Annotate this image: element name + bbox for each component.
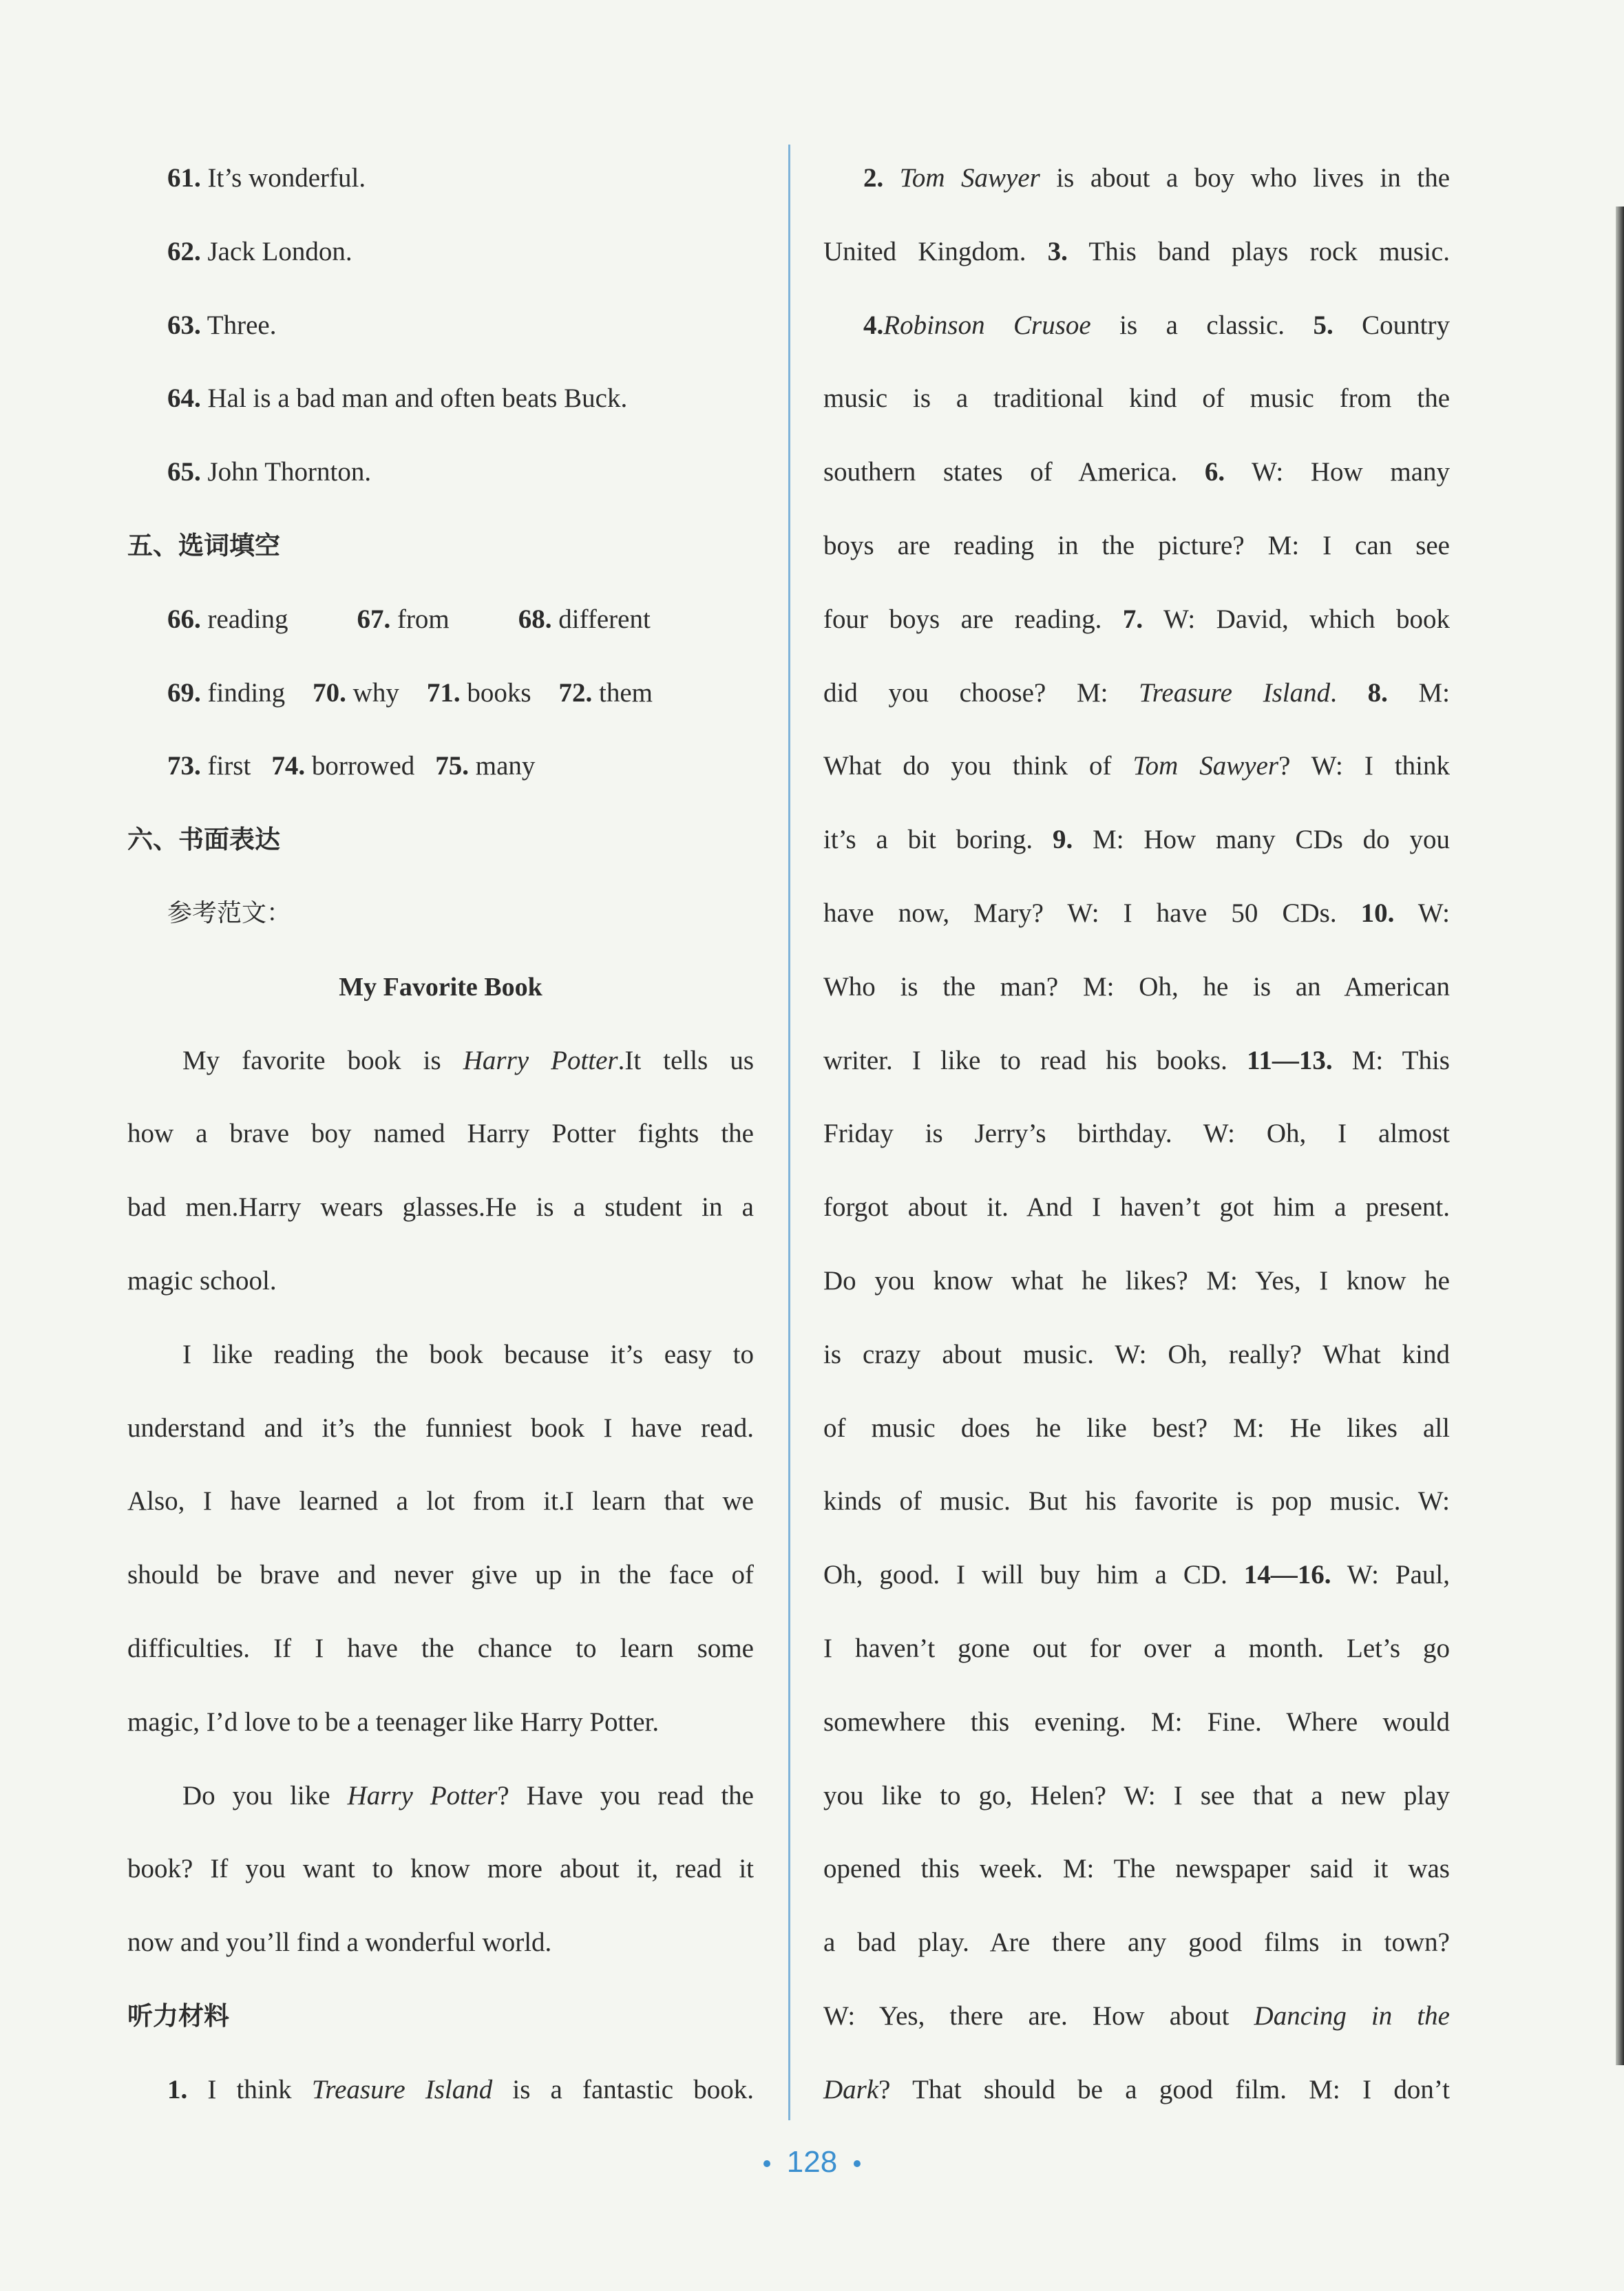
- item-number: 67.: [357, 604, 391, 634]
- essay-line: Do you like Harry Potter? Have you read the: [182, 1780, 754, 1810]
- item-word: finding: [200, 677, 286, 708]
- listening-line: four boys are reading. 7. W: David, which book: [823, 604, 1450, 634]
- listening-line: I haven’t gone out for over a month. Let’s go: [823, 1633, 1450, 1663]
- listening-line: opened this week. M: The newspaper said it was: [823, 1854, 1450, 1884]
- listening-line: of music does he like best? M: He likes all: [823, 1413, 1450, 1443]
- section-heading: 五、选词填空: [127, 530, 280, 560]
- item-number: 71.: [426, 677, 461, 708]
- word-fill-row: [127, 591, 754, 665]
- bullet-dot-left: [763, 2160, 770, 2167]
- answer-line: [127, 444, 754, 518]
- listening-line: Who is the man? M: Oh, he is an American: [823, 971, 1450, 1002]
- listening-text: is a fantastic book.: [492, 2074, 754, 2104]
- listening-line: did you choose? M: Treasure Island. 8. M:: [823, 677, 1451, 708]
- listening-line: Do you know what he likes? M: Yes, I know he: [823, 1265, 1450, 1296]
- sample-label: 参考范文：: [167, 898, 292, 927]
- word-fill-item: [271, 738, 414, 812]
- bullet-dot-right: [854, 2160, 861, 2167]
- item-number: 73.: [167, 751, 201, 781]
- answer-number: 63.: [167, 310, 201, 340]
- section-heading: 六、书面表达: [127, 825, 280, 855]
- listening-line: a bad play. Are there any good films in town?: [823, 1928, 1450, 1958]
- answer-text: John Thornton.: [200, 457, 372, 487]
- listening-line: boys are reading in the picture? M: I can see: [823, 530, 1450, 560]
- essay-line: now and you’ll find a wonderful world.: [127, 1928, 552, 1958]
- word-fill-item: [167, 665, 285, 739]
- essay-line: Also, I have learned a lot from it.I learn that we: [127, 1486, 754, 1517]
- answer-text: Three.: [200, 310, 277, 340]
- answer-number: 65.: [167, 457, 201, 487]
- listening-line: kinds of music. But his favorite is pop music. W:: [823, 1486, 1450, 1517]
- listening-line: Friday is Jerry’s birthday. W: Oh, I almost: [823, 1119, 1450, 1149]
- answer-number: 64.: [167, 383, 201, 414]
- word-fill-row: [127, 738, 754, 812]
- answer-number: 62.: [167, 236, 201, 266]
- page-number: 128: [0, 2145, 1624, 2179]
- listening-line: have now, Mary? W: I have 50 CDs. 10. W:: [823, 898, 1450, 928]
- listening-line: Dark? That should be a good film. M: I don’t: [823, 2074, 1450, 2104]
- word-fill-item: [435, 738, 535, 812]
- item-number: 68.: [518, 604, 552, 634]
- item-word: them: [592, 677, 653, 708]
- word-fill-item: [427, 665, 531, 739]
- listening-line: What do you think of Tom Sawyer? W: I think: [823, 751, 1450, 781]
- item-word: books: [460, 677, 531, 708]
- left-column: [127, 150, 754, 2135]
- word-fill-item: [313, 665, 399, 739]
- listening-line: somewhere this evening. M: Fine. Where would: [823, 1707, 1450, 1737]
- item-word: different: [551, 604, 651, 634]
- essay-line: My favorite book is Harry Potter.It tells us: [182, 1045, 755, 1075]
- listening-line: is crazy about music. W: Oh, really? What kind: [823, 1339, 1450, 1369]
- item-word: why: [346, 677, 399, 708]
- item-number: 75.: [435, 751, 470, 781]
- essay-line: understand and it’s the funniest book I have read.: [127, 1413, 754, 1443]
- listening-line: it’s a bit boring. 9. M: How many CDs do you: [823, 825, 1450, 855]
- essay-line: magic, I’d love to be a teenager like Harry Potter.: [127, 1707, 660, 1737]
- listening-line: W: Yes, there are. How about Dancing in the: [823, 2000, 1450, 2031]
- answer-line: [127, 370, 754, 444]
- word-fill-item: [518, 591, 651, 665]
- answer-line: [127, 297, 754, 371]
- answer-text: Jack London.: [200, 236, 352, 266]
- item-word: from: [390, 604, 450, 634]
- answer-number: 61.: [167, 163, 201, 193]
- answer-text: It’s wonderful.: [200, 163, 366, 193]
- essay-line: magic school.: [127, 1265, 277, 1296]
- right-column: [823, 150, 1450, 2135]
- item-word: many: [469, 751, 536, 781]
- answer-line: [127, 224, 754, 297]
- section-heading: 听力材料: [127, 2000, 229, 2031]
- essay-line: difficulties. If I have the chance to learn some: [127, 1633, 754, 1663]
- word-fill-row: [127, 665, 754, 739]
- word-fill-item: [167, 738, 251, 812]
- essay-line: should be brave and never give up in the face of: [127, 1560, 754, 1590]
- listening-text: I think: [187, 2074, 312, 2104]
- listening-line: writer. I like to read his books. 11—13. M: This: [823, 1045, 1450, 1075]
- listening-line: you like to go, Helen? W: I see that a new play: [823, 1780, 1450, 1810]
- item-word: first: [200, 751, 251, 781]
- column-divider: [788, 145, 790, 2120]
- listening-line: music is a traditional kind of music from the: [823, 383, 1450, 414]
- listening-line: 4.Robinson Crusoe is a classic. 5. Country: [863, 310, 1451, 340]
- item-word: reading: [200, 604, 288, 634]
- listening-line: United Kingdom. 3. This band plays rock music.: [823, 236, 1450, 266]
- listening-line: southern states of America. 6. W: How many: [823, 457, 1450, 487]
- item-number: 74.: [271, 751, 306, 781]
- word-fill-item: [357, 591, 449, 665]
- listening-line: 2. Tom Sawyer is about a boy who lives in the: [863, 163, 1451, 193]
- essay-line: book? If you want to know more about it, read it: [127, 1854, 754, 1884]
- item-number: 70.: [313, 677, 346, 708]
- book-title: Treasure Island: [311, 2074, 493, 2104]
- item-number: 1.: [167, 2074, 188, 2104]
- item-number: 66.: [167, 604, 201, 634]
- essay-line: how a brave boy named Harry Potter fights the: [127, 1119, 754, 1149]
- answer-text: Hal is a bad man and often beats Buck.: [200, 383, 628, 414]
- item-number: 72.: [558, 677, 593, 708]
- listening-line: Oh, good. I will buy him a CD. 14—16. W: Paul,: [823, 1560, 1450, 1590]
- essay-title: My Favorite Book: [339, 972, 542, 1002]
- item-word: borrowed: [305, 751, 415, 781]
- essay-line: bad men.Harry wears glasses.He is a student in a: [127, 1192, 754, 1223]
- essay-line: I like reading the book because it’s easy to: [182, 1339, 754, 1369]
- word-fill-item: [559, 665, 653, 739]
- listening-line: [127, 2062, 754, 2135]
- listening-line: forgot about it. And I haven’t got him a present.: [823, 1192, 1450, 1223]
- page-edge-shadow: [1616, 207, 1624, 2065]
- item-number: 69.: [167, 677, 201, 708]
- word-fill-item: [167, 591, 288, 665]
- answer-line: [127, 150, 754, 224]
